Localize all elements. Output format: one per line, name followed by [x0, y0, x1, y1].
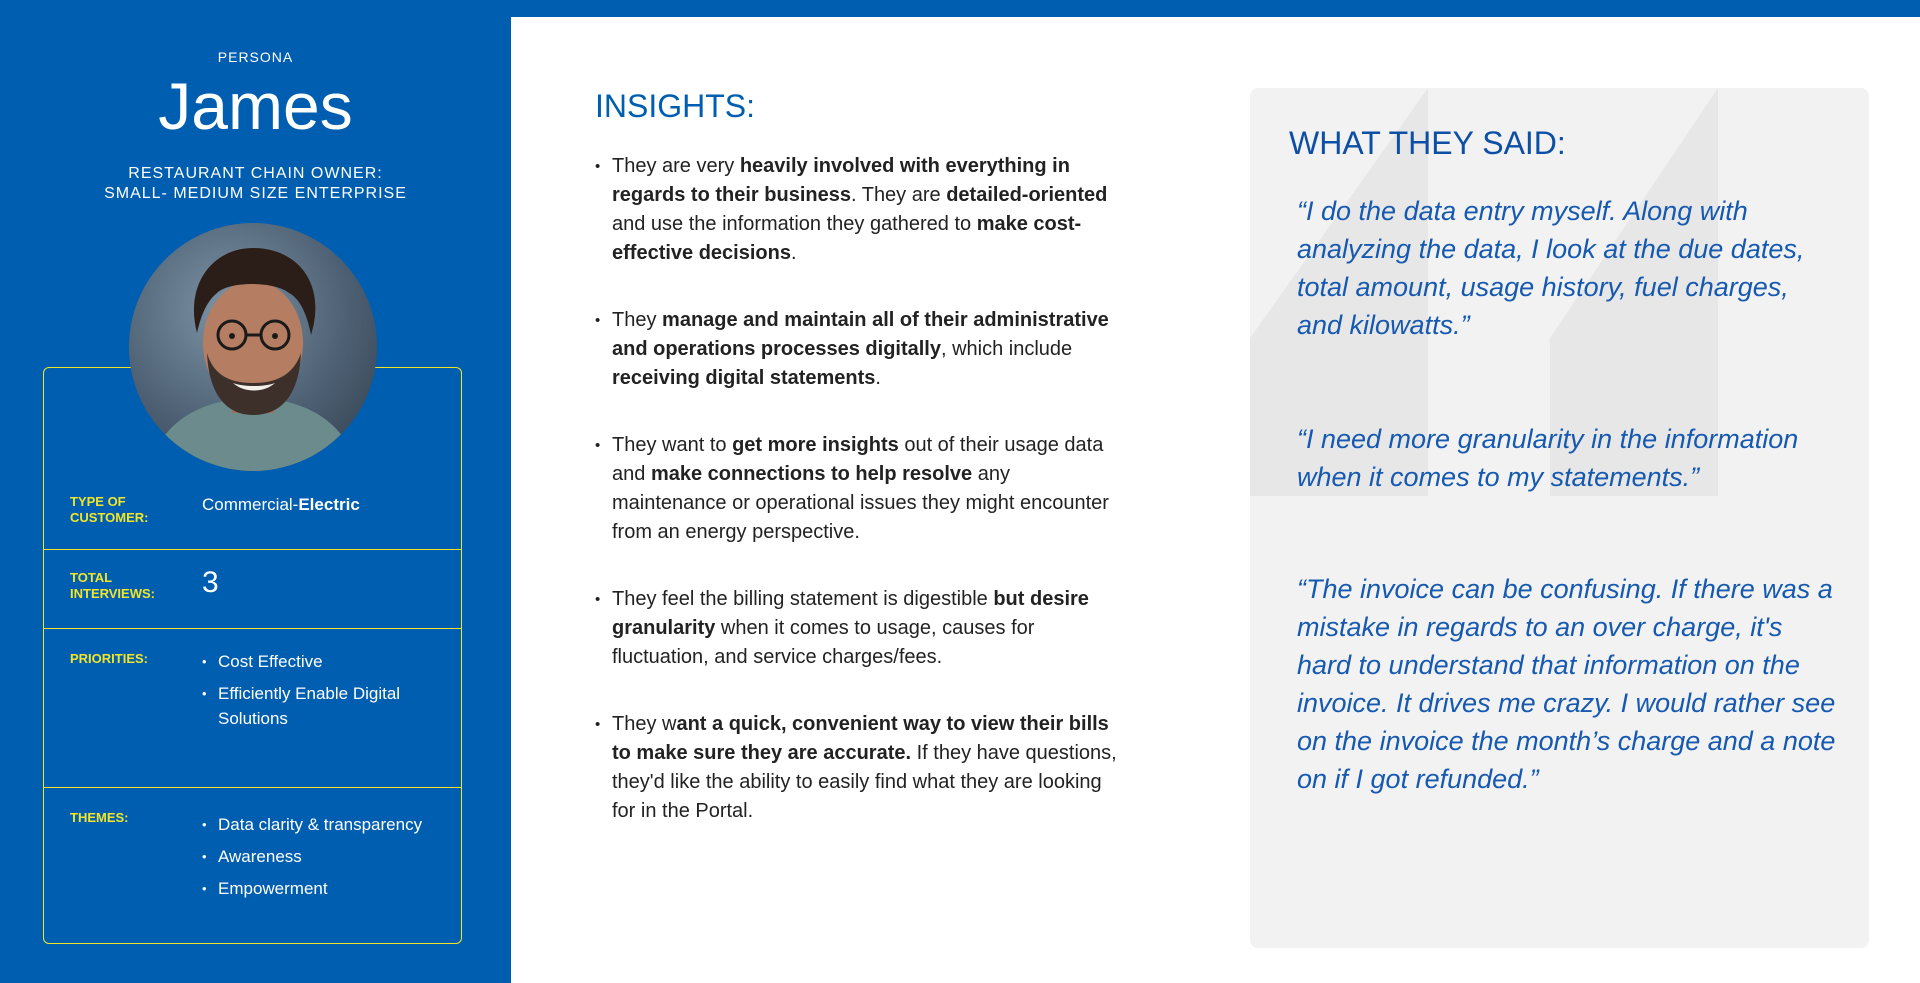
quote-text: “I need more granularity in the information when it comes to my statements.” — [1297, 424, 1799, 492]
persona-name: James — [158, 69, 353, 143]
theme-item: • Awareness — [202, 844, 458, 869]
avatar — [129, 223, 377, 471]
insight-item: • They feel the billing statement is digestible but desire granularity when it comes to usage, causes for fluctuation, and service charges/fees. — [595, 585, 1125, 672]
insight-item: • They want to get more insights out of their usage data and make connections to help resolve any maintenance or operational issues they might encounter from an energy perspective. — [595, 431, 1125, 547]
insight-item: • They manage and maintain all of their administrative and operations processes digitally, which include receiving digital statements. — [595, 306, 1125, 393]
quote-text: “I do the data entry myself. Along with analyzing the data, I look at the due dates, total amount, usage history, fuel charges, and kilowatts.” — [1297, 196, 1805, 340]
persona-portrait — [129, 223, 377, 471]
persona-label: PERSONA — [217, 49, 294, 65]
priorities-label: PRIORITIES: — [70, 651, 149, 666]
themes-label: THEMES: — [70, 810, 129, 825]
customer-type-value: Commercial-Electric — [202, 495, 360, 514]
interviews-count: 3 — [202, 566, 219, 599]
quotes-card — [1250, 88, 1869, 948]
quote-text: “The invoice can be confusing. If there was a mistake in regards to an over charge, it's hard to understand that information on the invoice. It drives me crazy. I would rather see on the invoice the month’s charge and a note on if I got refunded.” — [1297, 574, 1836, 794]
persona-role — [0, 164, 511, 204]
priorities-row — [44, 629, 461, 788]
insight-item: • They are very heavily involved with everything in regards to their business. They are detailed-oriented and use the information they gathered to make cost-effective decisions. — [595, 152, 1125, 268]
quotes-title: WHAT THEY SAID: — [1289, 125, 1566, 161]
customer-type-label: TYPE OF CUSTOMER: — [70, 494, 149, 525]
theme-item: • Data clarity & transparency — [202, 812, 458, 837]
persona-panel — [0, 0, 511, 983]
themes-list — [202, 812, 458, 908]
persona-role-line-1: RESTAURANT CHAIN OWNER: — [128, 165, 383, 182]
insight-item: • They want a quick, convenient way to view their bills to make sure they are accurate. If they have questions, they'd like the ability to easily find what they are looking for in the Portal. — [595, 710, 1125, 826]
priority-item: • Efficiently Enable Digital Solutions — [202, 681, 458, 731]
persona-role-line-2: SMALL- MEDIUM SIZE ENTERPRISE — [104, 185, 407, 202]
priorities-list — [202, 649, 458, 738]
themes-row — [44, 788, 461, 945]
priority-item: • Cost Effective — [202, 649, 458, 674]
interviews-label: TOTAL INTERVIEWS: — [70, 570, 155, 601]
insights-list — [595, 152, 1125, 864]
theme-item: • Empowerment — [202, 876, 458, 901]
insights-title: INSIGHTS: — [595, 88, 756, 124]
interviews-row — [44, 550, 461, 629]
